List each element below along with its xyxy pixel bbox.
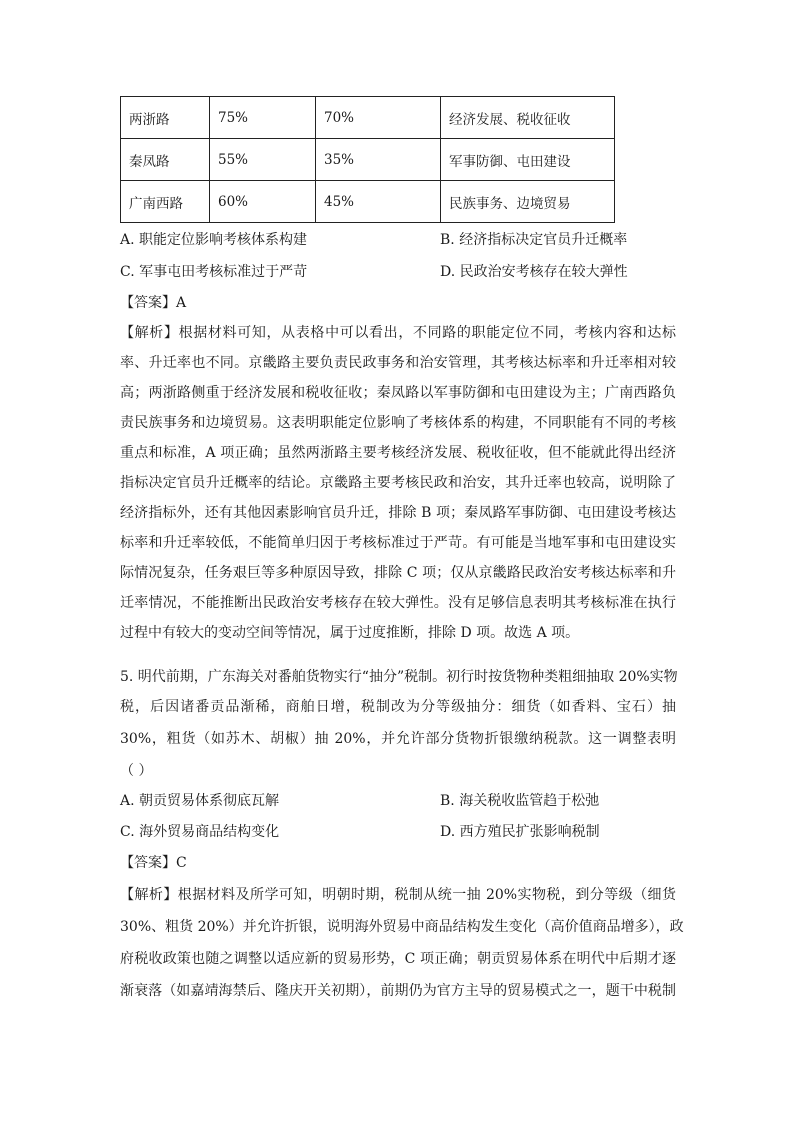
q4-analysis-line: 高；两浙路侧重于经济发展和税收征收；秦凤路以军事防御和屯田建设为主；广南西路负: [120, 385, 676, 401]
table-cell-rate2: 45%: [316, 181, 441, 223]
q4-analysis-line: 重点和标准，A 项正确；虽然两浙路主要考核经济发展、税收征收，但不能就此得出经济: [120, 445, 676, 461]
table-cell-rate1: 60%: [210, 181, 316, 223]
q4-analysis-line: 际情况复杂，任务艰巨等多种原因导致，排除 C 项；仅从京畿路民政治安考核达标率和升: [120, 565, 676, 581]
q5-analysis-line: 渐衰落（如嘉靖海禁后、隆庆开关初期），前期仍为官方主导的贸易模式之一，题干中税制: [120, 983, 676, 999]
q4-analysis-line: 标率和升迁率较低，不能简单归因于考核标准过于严苛。有可能是当地军事和屯田建设实: [120, 535, 676, 551]
table-cell-route: 秦凤路: [121, 139, 210, 181]
q4-analysis-line: 【解析】根据材料可知，从表格中可以看出，不同路的职能定位不同，考核内容和达标: [120, 325, 676, 341]
q5-answer: 【答案】C: [120, 855, 187, 871]
table-row: [121, 97, 615, 139]
q4-analysis-line: 率、升迁率也不同。京畿路主要负责民政事务和治安管理，其考核达标率和升迁率相对较: [120, 355, 676, 371]
q5-analysis-line: 府税收政策也随之调整以适应新的贸易形势，C 项正确；朝贡贸易体系在明代中后期才逐: [120, 951, 676, 967]
assessment-table: [120, 96, 615, 223]
q4-analysis-line: 过程中有较大的变动空间等情况，属于过度推断，排除 D 项。故选 A 项。: [120, 625, 580, 641]
table-cell-focus: 军事防御、屯田建设: [441, 139, 615, 181]
q4-option-b: B. 经济指标决定官员升迁概率: [440, 232, 628, 248]
table-row: [121, 139, 615, 181]
table-cell-rate1: 55%: [210, 139, 316, 181]
q4-analysis-line: 指标决定官员升迁概率的结论。京畿路主要考核民政和治安，其升迁率也较高，说明除了: [120, 475, 676, 491]
table-cell-route: 广南西路: [121, 181, 210, 223]
q4-analysis-line: 迁率情况，不能推断出民政治安考核存在较大弹性。没有足够信息表明其考核标准在执行: [120, 595, 676, 611]
q5-option-c: C. 海外贸易商品结构变化: [120, 824, 280, 840]
q5-stem-line: 税，后因诸番贡品渐稀，商舶日增，税制改为分等级抽分：细货（如香料、宝石）抽: [120, 699, 676, 715]
table-cell-focus: 经济发展、税收征收: [441, 97, 615, 139]
q5-stem-line: 30%，粗货（如苏木、胡椒）抽 20%，并允许部分货物折银缴纳税款。这一调整表明: [120, 731, 676, 747]
table-cell-rate2: 35%: [316, 139, 441, 181]
q5-option-a: A. 朝贡贸易体系彻底瓦解: [120, 793, 280, 809]
q5-option-b: B. 海关税收监管趋于松弛: [440, 793, 600, 809]
q4-analysis-line: 经济指标外，还有其他因素影响官员升迁，排除 B 项；秦凤路军事防御、屯田建设考核达: [120, 505, 676, 521]
q4-option-c: C. 军事屯田考核标准过于严苛: [120, 264, 308, 280]
table-cell-rate2: 70%: [316, 97, 441, 139]
table-cell-focus: 民族事务、边境贸易: [441, 181, 615, 223]
q5-analysis-line: 30%、粗货 20%）并允许折银，说明海外贸易中商品结构发生变化（高价值商品增多），政: [120, 919, 684, 935]
table-row: [121, 181, 615, 223]
q4-option-d: D. 民政治安考核存在较大弹性: [440, 264, 628, 280]
q4-answer: 【答案】A: [120, 295, 187, 311]
q5-analysis-line: 【解析】根据材料及所学可知，明朝时期，税制从统一抽 20%实物税，到分等级（细货: [120, 887, 676, 903]
q4-option-a: A. 职能定位影响考核体系构建: [120, 232, 308, 248]
q5-option-d: D. 西方殖民扩张影响税制: [440, 824, 600, 840]
q4-analysis-line: 责民族事务和边境贸易。这表明职能定位影响了考核体系的构建，不同职能有不同的考核: [120, 415, 676, 431]
q5-blank: （ ）: [120, 763, 153, 779]
table-cell-rate1: 75%: [210, 97, 316, 139]
table-cell-route: 两浙路: [121, 97, 210, 139]
q5-stem-line: 5. 明代前期，广东海关对番舶货物实行“抽分”税制。初行时按货物种类粗细抽取 20%实物: [120, 669, 678, 685]
